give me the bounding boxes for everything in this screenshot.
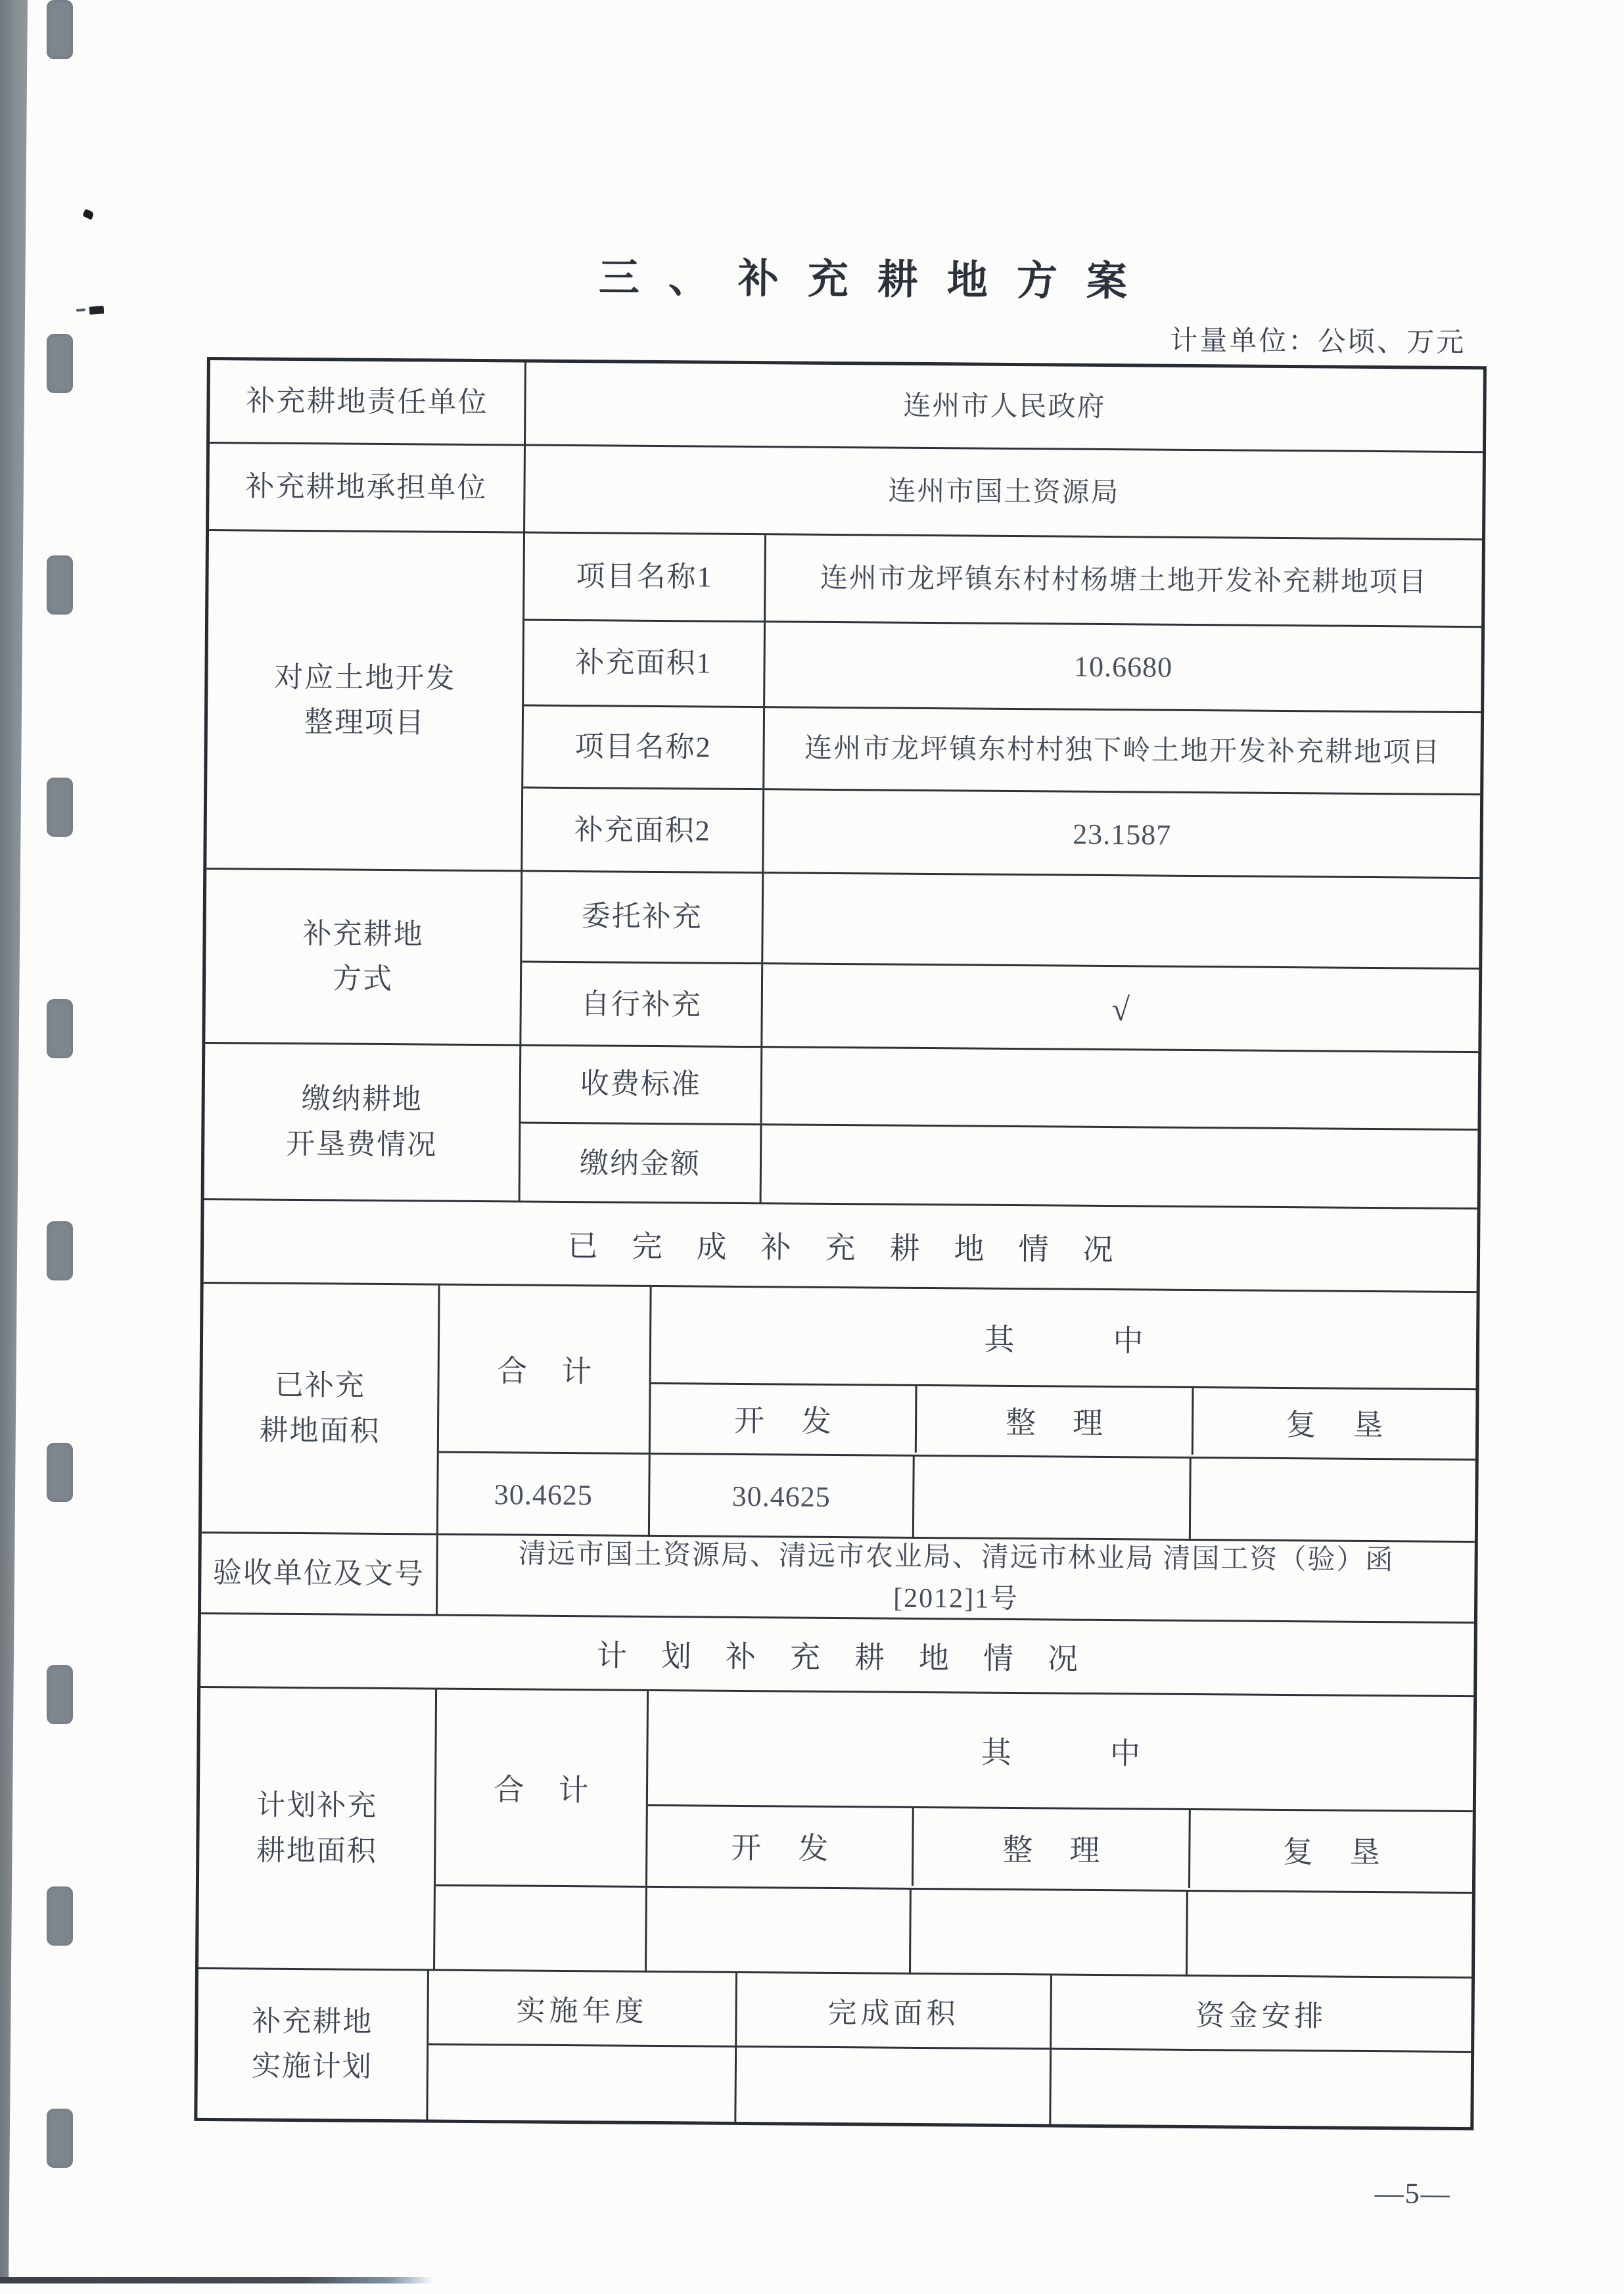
planned-col-consolidate: 整理 [912, 1808, 1189, 1888]
acceptance-value: 清远市国土资源局、清远市农业局、清远市林业局 清国工资（验）函 [2012]1号 [436, 1535, 1475, 1622]
completed-col-develop: 开发 [733, 1403, 869, 1438]
completed-values-row [438, 1451, 1475, 1543]
section-implementation-plan [197, 1967, 1472, 2127]
planned-col-reclaim: 复垦 [1188, 1810, 1473, 1890]
section-supplement-method [205, 868, 1479, 1051]
land-dev-projects-rows [521, 533, 1482, 877]
implementation-col-funding: 资金安排 [1050, 1975, 1472, 2051]
completed-total-label: 合计 [496, 1354, 626, 1389]
completed-consolidate-value [912, 1457, 1190, 1541]
completed-col-reclaim: 复垦 [1192, 1388, 1476, 1457]
planned-consolidate-value [909, 1890, 1186, 1977]
planned-values-row [435, 1884, 1472, 1979]
planned-among-label: 其中 [981, 1735, 1240, 1771]
completed-among-label: 其中 [984, 1323, 1242, 1359]
planned-area-grid [433, 1690, 1473, 1977]
section-planned-area [198, 1686, 1473, 1977]
supplement-area-1-label: 补充面积1 [575, 646, 712, 680]
supplement-method-label: 补充耕地 方式 [302, 917, 424, 996]
measurement-unit-note: 计量单位：公顷、万元 [1170, 325, 1466, 359]
implementation-col-area: 完成面积 [735, 1973, 1050, 2048]
supplement-area-1-value: 10.6680 [763, 622, 1481, 711]
entrusted-supplement-value [761, 874, 1479, 968]
table-row [648, 1691, 1473, 1810]
supplement-method-rows [519, 872, 1479, 1051]
project-name-2-label: 项目名称2 [574, 730, 712, 764]
entrusted-supplement-label: 委托补充 [581, 900, 703, 933]
supplement-plan-table [194, 357, 1487, 2130]
land-dev-projects-label: 对应土地开发 整理项目 [274, 661, 456, 739]
table-row [521, 1046, 1478, 1129]
responsible-unit-value: 连州市人民政府 [524, 363, 1483, 452]
table-row [523, 705, 1481, 794]
implementation-funding-value [1049, 2049, 1471, 2127]
page-title: 三、补充耕地方案 [598, 256, 1157, 305]
completed-total-value: 30.4625 [494, 1478, 593, 1512]
planned-among-zone [645, 1691, 1473, 1892]
section-completed-area [202, 1282, 1477, 1541]
table-row [522, 787, 1480, 879]
table-row [651, 1287, 1477, 1388]
implementation-year-value [428, 2046, 735, 2122]
self-supplement-checkmark: √ [760, 964, 1479, 1053]
table-row [521, 1121, 1478, 1209]
fee-amount-label: 缴纳金额 [579, 1147, 701, 1181]
implementation-area-value [734, 2048, 1050, 2124]
table-row [521, 961, 1479, 1054]
completed-section-header: 已完成补充耕地情况 [567, 1229, 1148, 1267]
acceptance-label: 验收单位及文号 [212, 1556, 425, 1591]
reclamation-fee-rows [519, 1046, 1479, 1207]
fee-standard-label: 收费标准 [580, 1067, 702, 1101]
completed-develop-value: 30.4625 [648, 1455, 913, 1539]
implementation-grid [426, 1971, 1472, 2127]
completed-columns-row [651, 1382, 1476, 1457]
planned-reclaim-value [1186, 1892, 1472, 1978]
completed-section-header-row [204, 1198, 1477, 1291]
implementation-header-row [429, 1971, 1472, 2051]
section-reclamation-fee [204, 1042, 1479, 1207]
planned-area-header-zone [436, 1690, 1473, 1892]
completed-area-header-zone [439, 1286, 1477, 1459]
planned-total-label: 合计 [494, 1773, 623, 1808]
completed-area-label: 已补充 耕地面积 [259, 1369, 381, 1447]
row-responsible-unit [210, 360, 1483, 451]
undertaking-unit-value: 连州市国土资源局 [523, 446, 1483, 539]
completed-col-consolidate: 整理 [915, 1386, 1192, 1455]
undertaking-unit-label: 补充耕地承担单位 [245, 470, 488, 505]
table-row [524, 534, 1482, 626]
implementation-plan-label: 补充耕地 实施计划 [251, 2005, 373, 2083]
table-row [522, 872, 1479, 968]
table-row [524, 619, 1481, 712]
project-name-1-value: 连州市龙坪镇东村村杨塘土地开发补充耕地项目 [764, 535, 1482, 626]
planned-total-value [435, 1886, 645, 1973]
project-name-2-value: 连州市龙坪镇东村村独下岭土地开发补充耕地项目 [762, 708, 1481, 793]
supplement-area-2-value: 23.1587 [762, 790, 1480, 879]
project-name-1-label: 项目名称1 [576, 559, 713, 594]
reclamation-fee-label: 缴纳耕地 开垦费情况 [286, 1083, 438, 1161]
page-number: —5— [1374, 2177, 1451, 2210]
planned-col-develop: 开发 [731, 1831, 866, 1866]
planned-section-header: 计划补充耕地情况 [596, 1638, 1113, 1676]
fee-amount-value [760, 1125, 1478, 1209]
implementation-values-row [428, 2044, 1471, 2128]
implementation-col-year: 实施年度 [516, 1994, 648, 2028]
self-supplement-label: 自行补充 [580, 988, 702, 1021]
fee-standard-value [760, 1048, 1478, 1129]
planned-develop-value [645, 1888, 910, 1975]
planned-area-label: 计划补充 耕地面积 [256, 1789, 378, 1867]
planned-section-header-row [200, 1612, 1474, 1695]
planned-columns-row [647, 1804, 1473, 1890]
responsible-unit-label: 补充耕地责任单位 [246, 385, 488, 419]
row-acceptance [201, 1532, 1475, 1622]
section-land-dev-projects [206, 529, 1482, 877]
completed-area-grid [436, 1286, 1477, 1541]
completed-among-zone [649, 1287, 1477, 1459]
supplement-area-2-label: 补充面积2 [574, 814, 711, 848]
completed-reclaim-value [1189, 1459, 1475, 1543]
row-undertaking-unit [209, 442, 1483, 538]
